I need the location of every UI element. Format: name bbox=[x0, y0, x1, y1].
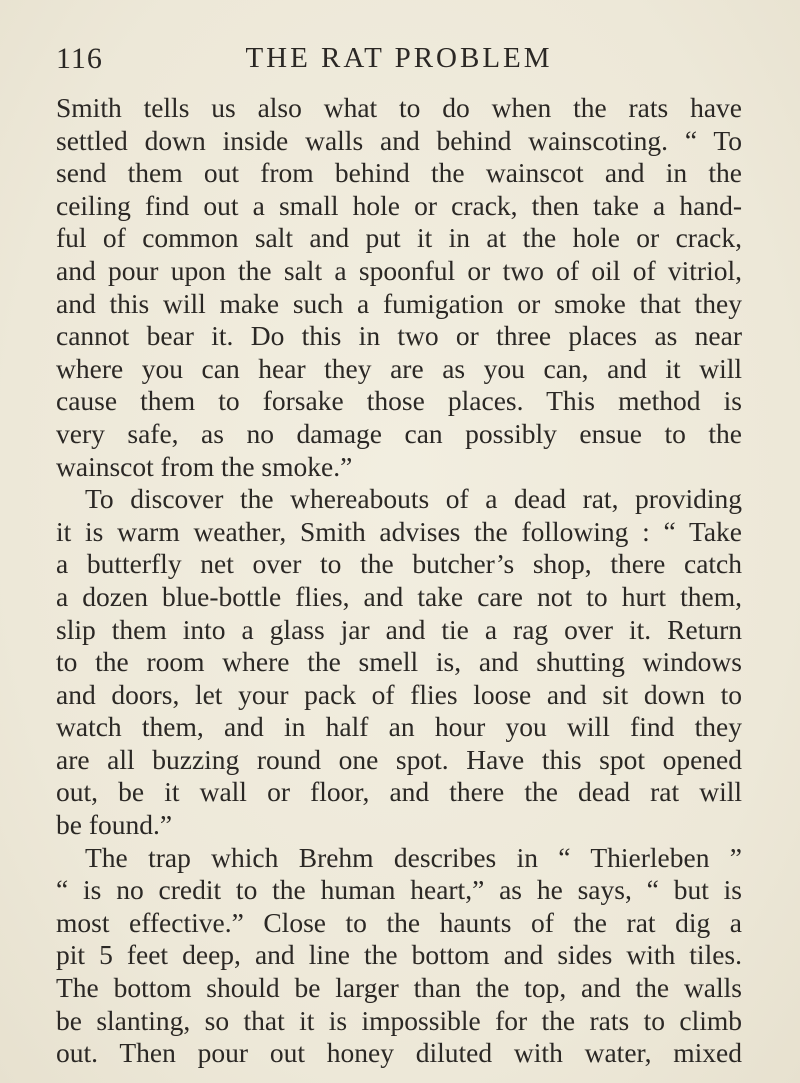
running-title: THE RAT PROBLEM bbox=[245, 42, 553, 74]
text-line: ceiling find out a small hole or crack, then take a hand- bbox=[56, 189, 742, 221]
text-line: The bottom should be larger than the top, and the walls bbox=[56, 972, 742, 1004]
text-line: and this will make such a fumigation or smoke that they bbox=[56, 287, 742, 319]
text-line: pit 5 feet deep, and line the bottom and sides with tiles. bbox=[56, 939, 742, 971]
paragraph-start-line: The trap which Brehm describes in “ Thierleben ” bbox=[85, 841, 742, 873]
text-line: out. Then pour out honey diluted with water, mixed bbox=[56, 1037, 742, 1069]
paragraph-start-line: To discover the whereabouts of a dead rat, providing bbox=[85, 483, 742, 515]
text-line: “ is no credit to the human heart,” as he says, “ but is bbox=[56, 874, 742, 906]
text-line: a dozen blue-bottle flies, and take care not to hurt them, bbox=[56, 580, 742, 612]
text-line: and pour upon the salt a spoonful or two of oil of vitriol, bbox=[56, 254, 742, 286]
running-head bbox=[56, 42, 742, 82]
text-line: send them out from behind the wainscot and in the bbox=[56, 157, 742, 189]
text-line: very safe, as no damage can possibly ensue to the bbox=[56, 417, 742, 449]
page-number: 116 bbox=[56, 42, 103, 75]
text-line: out, be it wall or floor, and there the dead rat will bbox=[56, 776, 742, 808]
text-line: most effective.” Close to the haunts of the rat dig a bbox=[56, 906, 742, 938]
text-line: cannot bear it. Do this in two or three places as near bbox=[56, 320, 742, 352]
text-line: watch them, and in half an hour you will find they bbox=[56, 711, 742, 743]
text-line: slip them into a glass jar and tie a rag over it. Return bbox=[56, 613, 742, 645]
text-line: cause them to forsake those places. This method is bbox=[56, 385, 742, 417]
text-line: to the room where the smell is, and shutting windows bbox=[56, 646, 742, 678]
text-line: ful of common salt and put it in at the hole or crack, bbox=[56, 222, 742, 254]
text-line: it is warm weather, Smith advises the following : “ Take bbox=[56, 515, 742, 547]
text-line: and doors, let your pack of flies loose and sit down to bbox=[56, 678, 742, 710]
text-line: wainscot from the smoke.” bbox=[56, 450, 353, 482]
text-line: where you can hear they are as you can, and it will bbox=[56, 352, 742, 384]
text-line: are all buzzing round one spot. Have this spot opened bbox=[56, 743, 742, 775]
text-line: settled down inside walls and behind wainscoting. “ To bbox=[56, 124, 742, 156]
text-line: be found.” bbox=[56, 809, 173, 841]
text-line: be slanting, so that it is impossible for the rats to climb bbox=[56, 1004, 742, 1036]
text-line: a butterfly net over to the butcher’s shop, there catch bbox=[56, 548, 742, 580]
body-text bbox=[56, 92, 742, 1070]
text-line: Smith tells us also what to do when the rats have bbox=[56, 92, 742, 123]
